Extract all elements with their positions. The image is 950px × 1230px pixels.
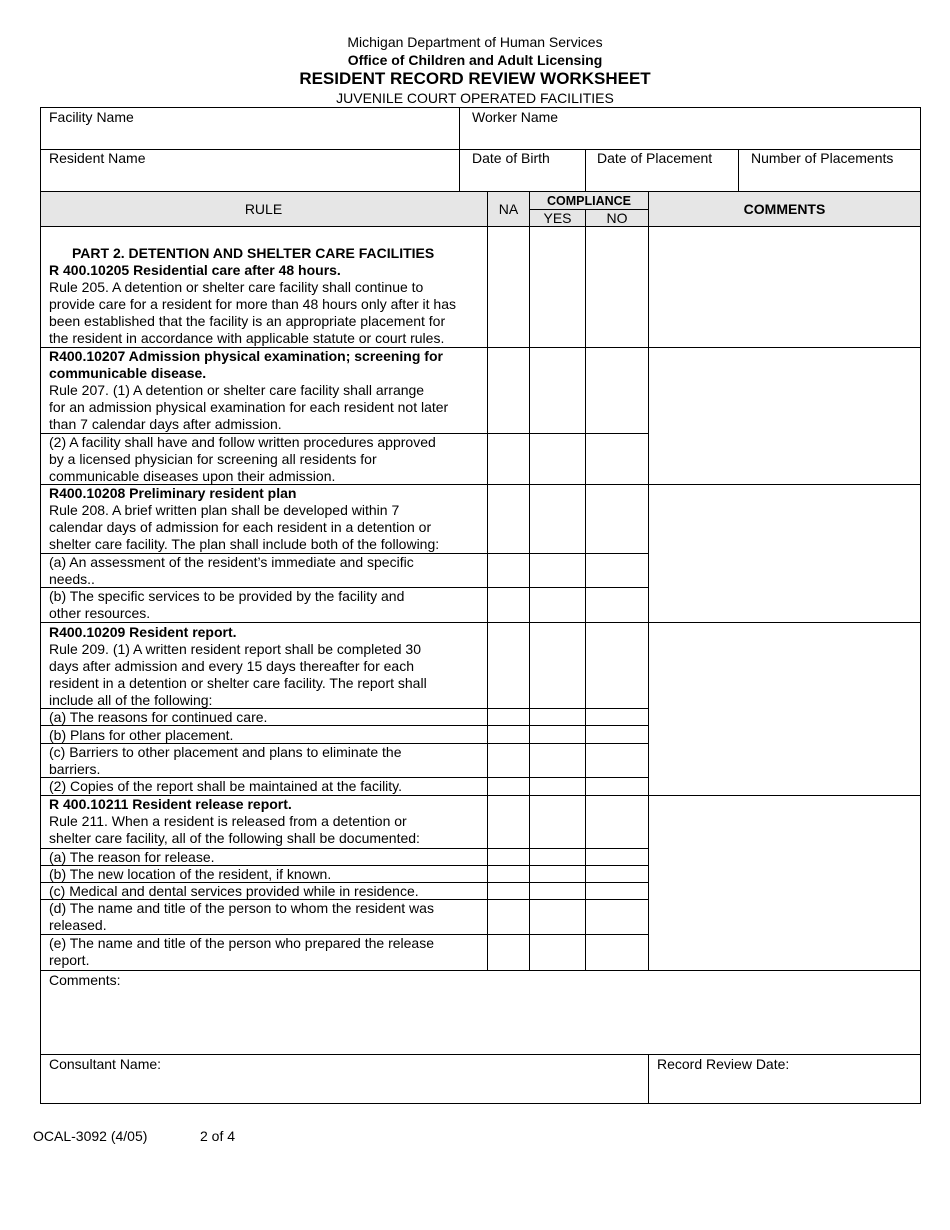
number-of-placements-label: Number of Placements: [751, 150, 894, 166]
rule-heading: R400.10208 Preliminary resident plan: [49, 485, 297, 501]
na-column-header: NA: [498, 201, 519, 217]
grid-line: [585, 209, 586, 971]
grid-line: [40, 970, 921, 971]
rule-text-line: (a) An assessment of the resident’s immediate and specific: [49, 554, 414, 570]
grid-line: [40, 484, 921, 485]
grid-line: [40, 587, 649, 588]
rule-text-line: communicable diseases upon their admission.: [49, 468, 336, 484]
grid-line: [40, 882, 649, 883]
date-of-placement-field[interactable]: [586, 150, 738, 191]
grid-line: [459, 107, 460, 192]
part-heading: PART 2. DETENTION AND SHELTER CARE FACILITIES: [72, 245, 435, 261]
facility-name-field[interactable]: [40, 107, 459, 149]
rule-text-line: calendar days of admission for each resident in a detention or: [49, 519, 432, 535]
grid-line: [40, 191, 921, 192]
rule-text-line: include all of the following:: [49, 692, 213, 708]
rule-column-header: RULE: [244, 201, 283, 217]
record-review-date-label: Record Review Date:: [657, 1056, 790, 1072]
grid-line: [40, 934, 649, 935]
grid-line: [40, 725, 649, 726]
grid-line: [40, 107, 921, 108]
rule-text-line: the resident in accordance with applicable statute or court rules.: [49, 330, 445, 346]
rule-text-line: other resources.: [49, 605, 151, 621]
rule-text-line: report.: [49, 952, 90, 968]
resident-name-label: Resident Name: [49, 150, 146, 166]
grid-line: [648, 1054, 649, 1104]
page-number: 2 of 4: [200, 1128, 236, 1144]
consultant-name-label: Consultant Name:: [49, 1056, 162, 1072]
grid-line: [40, 777, 649, 778]
grid-line: [40, 743, 649, 744]
rule-text-line: for an admission physical examination for each resident not later: [49, 399, 449, 415]
comments-label: Comments:: [49, 972, 121, 988]
date-of-birth-field[interactable]: [460, 150, 585, 191]
grid-line: [40, 899, 649, 900]
consultant-name-field[interactable]: [40, 1055, 648, 1103]
grid-line: [40, 708, 649, 709]
rule-text-line: Rule 209. (1) A written resident report shall be completed 30: [49, 641, 421, 657]
grid-line: [529, 209, 649, 210]
rule-text-line: resident in a detention or shelter care facility. The report shall: [49, 675, 427, 691]
rule-text-line: (2) A facility shall have and follow written procedures approved: [49, 434, 436, 450]
rule-text-line: Rule 205. A detention or shelter care facility shall continue to: [49, 279, 424, 295]
grid-line: [40, 622, 921, 623]
grid-line: [40, 107, 41, 1104]
rule-text-line: Rule 211. When a resident is released from a detention or: [49, 813, 407, 829]
number-of-placements-field[interactable]: [739, 150, 920, 191]
rule-text-line: provide care for a resident for more than 48 hours only after it has: [49, 296, 456, 312]
rule-text-line: by a licensed physician for screening all residents for: [49, 451, 377, 467]
grid-line: [40, 226, 921, 227]
date-of-placement-label: Date of Placement: [597, 150, 713, 166]
rule-heading: R400.10207 Admission physical examination; screening for: [49, 348, 443, 364]
rule-text-line: (a) The reasons for continued care.: [49, 709, 268, 725]
rule-text-line: been established that the facility is an appropriate placement for: [49, 313, 446, 329]
agency-name: Michigan Department of Human Services: [347, 34, 603, 50]
facility-name-label: Facility Name: [49, 109, 134, 125]
yes-column-header: YES: [543, 210, 572, 226]
rule-text-line: days after admission and every 15 days thereafter for each: [49, 658, 414, 674]
grid-line: [40, 1054, 921, 1055]
grid-line: [529, 191, 530, 971]
no-column-header: NO: [606, 210, 628, 226]
rule-text-line: barriers.: [49, 761, 101, 777]
record-review-date-field[interactable]: [649, 1055, 920, 1103]
form-number: OCAL-3092 (4/05): [33, 1128, 148, 1144]
rule-heading: R 400.10211 Resident release report.: [49, 796, 292, 812]
rule-heading: communicable disease.: [49, 365, 207, 381]
rule-text-line: Rule 208. A brief written plan shall be developed within 7: [49, 502, 400, 518]
grid-line: [40, 347, 921, 348]
rule-text-line: (c) Medical and dental services provided while in residence.: [49, 883, 419, 899]
grid-line: [40, 1103, 921, 1104]
grid-line: [40, 553, 649, 554]
grid-line: [40, 795, 921, 796]
form-title: RESIDENT RECORD REVIEW WORKSHEET: [299, 69, 651, 88]
grid-line: [487, 191, 488, 971]
grid-line: [585, 149, 586, 192]
rule-text-line: (d) The name and title of the person to whom the resident was: [49, 900, 434, 916]
rule-heading: R400.10209 Resident report.: [49, 624, 237, 640]
rule-text-line: (e) The name and title of the person who prepared the release: [49, 935, 434, 951]
grid-line: [40, 433, 649, 434]
rule-text-line: Rule 207. (1) A detention or shelter care facility shall arrange: [49, 382, 425, 398]
grid-line: [648, 191, 649, 971]
resident-name-field[interactable]: [40, 150, 459, 191]
rule-text-line: (b) Plans for other placement.: [49, 727, 234, 743]
form-subtitle: JUVENILE COURT OPERATED FACILITIES: [336, 90, 614, 106]
worker-name-label: Worker Name: [472, 109, 559, 125]
grid-line: [40, 848, 649, 849]
rule-text-line: (b) The specific services to be provided by the facility and: [49, 588, 405, 604]
grid-line: [738, 149, 739, 192]
rule-text-line: (2) Copies of the report shall be maintained at the facility.: [49, 778, 403, 794]
rule-text-line: (b) The new location of the resident, if known.: [49, 866, 332, 882]
grid-line: [920, 107, 921, 1104]
worksheet-form: [40, 107, 921, 1104]
date-of-birth-label: Date of Birth: [472, 150, 550, 166]
rule-text-line: shelter care facility, all of the following shall be documented:: [49, 830, 420, 846]
rule-text-line: needs..: [49, 571, 95, 587]
rule-text-line: released.: [49, 917, 107, 933]
comments-column-header: COMMENTS: [743, 201, 826, 217]
rule-text-line: than 7 calendar days after admission.: [49, 416, 282, 432]
worker-name-field[interactable]: [460, 107, 920, 149]
rule-text-line: (c) Barriers to other placement and plans to eliminate the: [49, 744, 402, 760]
rule-text-line: (a) The reason for release.: [49, 849, 215, 865]
office-name: Office of Children and Adult Licensing: [347, 52, 603, 68]
rule-heading: R 400.10205 Residential care after 48 hours.: [49, 262, 341, 278]
compliance-header: COMPLIANCE: [546, 194, 632, 208]
grid-line: [40, 149, 921, 150]
grid-line: [40, 865, 649, 866]
comments-field[interactable]: [40, 971, 920, 1054]
rule-text-line: shelter care facility. The plan shall include both of the following:: [49, 536, 440, 552]
